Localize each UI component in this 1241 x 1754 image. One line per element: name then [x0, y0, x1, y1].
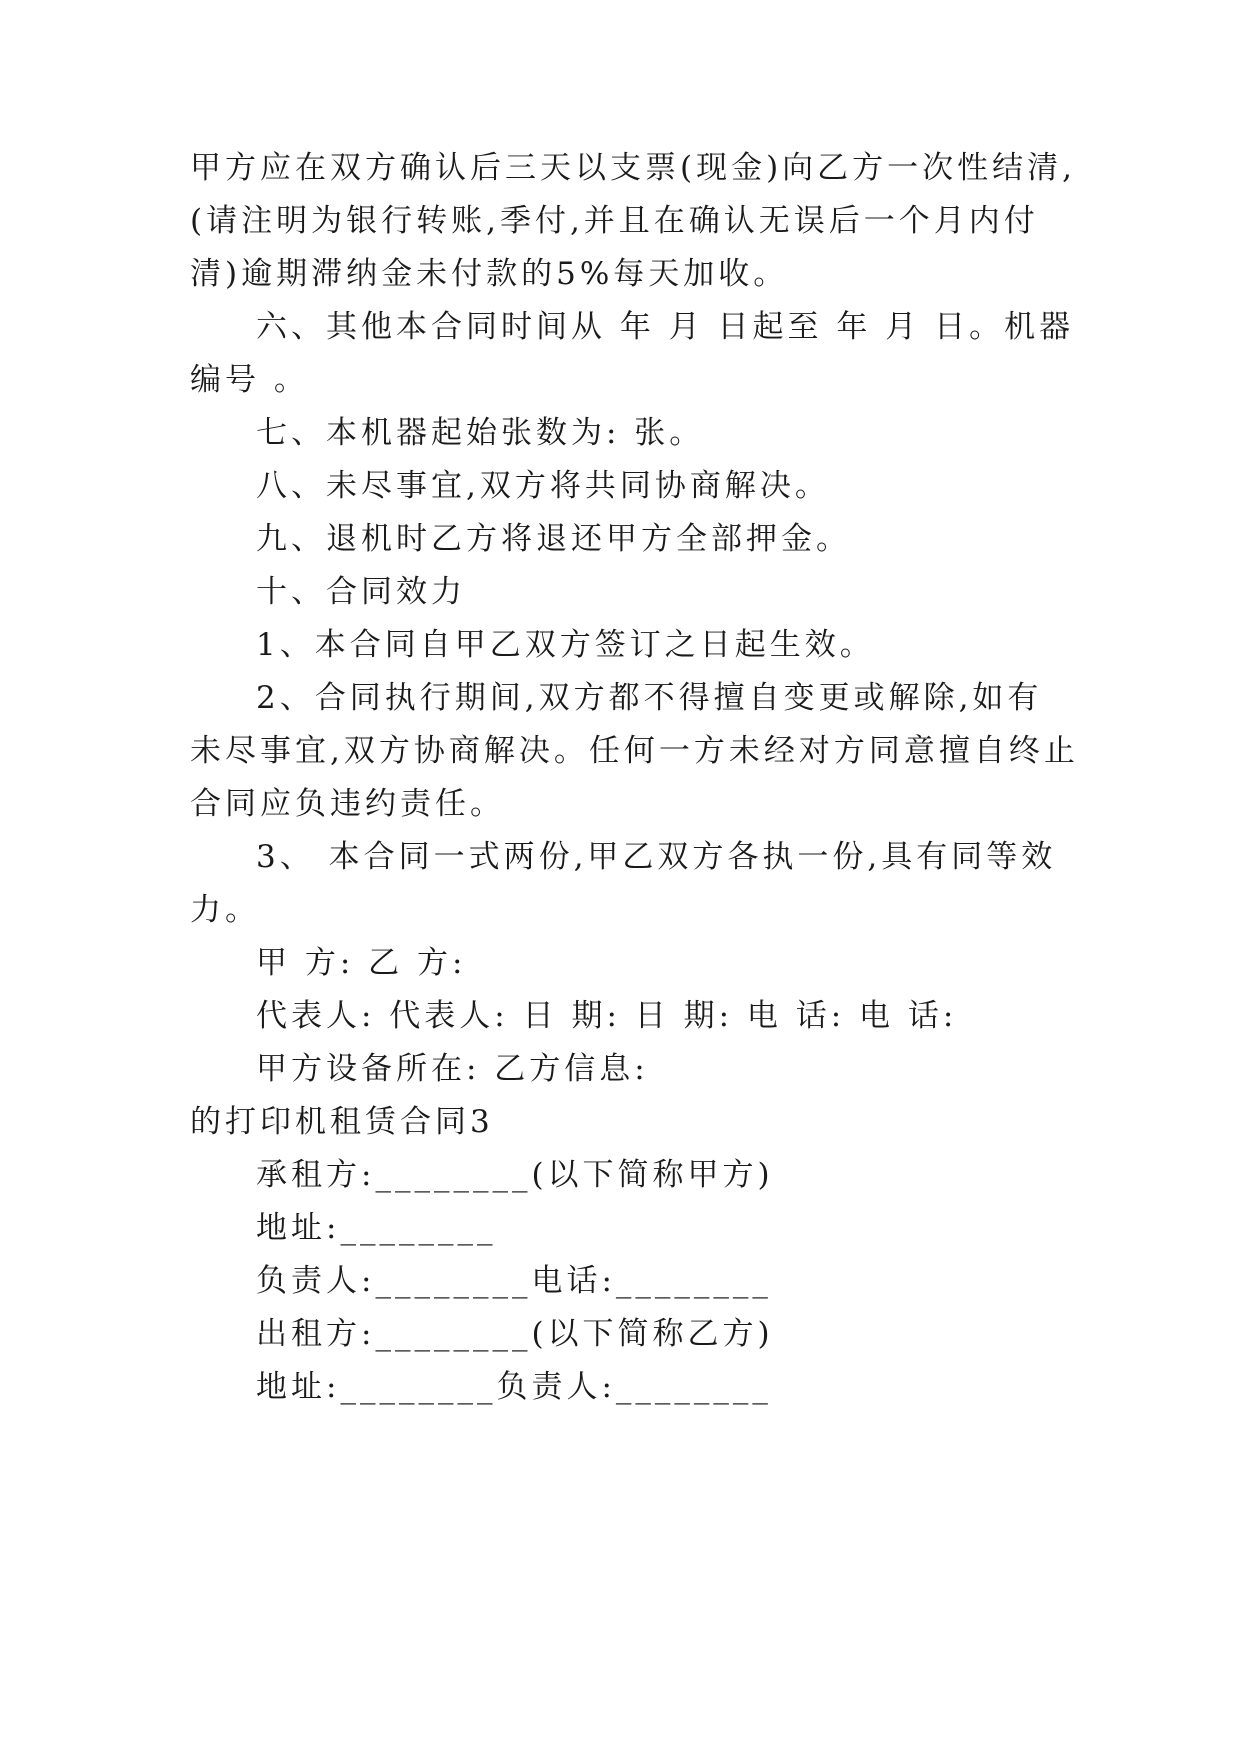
clause-10-item-3-line-2: 力。 [190, 892, 260, 928]
clause-10-item-2-line-2: 未尽事宜,双方协商解决。任何一方未经对方同意擅自终止 [190, 733, 1079, 769]
signature-parties-line: 甲 方: 乙 方: [256, 945, 467, 981]
lessee-line: 承租方:________(以下简称甲方) [256, 1157, 774, 1193]
clause-9: 九、退机时乙方将退还甲方全部押金。 [256, 521, 851, 557]
contract-3-title: 的打印机租赁合同3 [190, 1104, 494, 1140]
clause-10-item-2-line-3: 合同应负违约责任。 [190, 786, 505, 822]
clause-6-line-2: 编号 。 [190, 362, 309, 398]
clause-10-heading: 十、合同效力 [256, 574, 466, 610]
clause-6-line-1: 六、其他本合同时间从 年 月 日起至 年 月 日。机器 [256, 309, 1075, 345]
lessee-address-line: 地址:________ [256, 1210, 497, 1246]
clause-7: 七、本机器起始张数为: 张。 [256, 415, 705, 451]
clause-10-item-2-line-1: 2、合同执行期间,双方都不得擅自变更或解除,如有 [256, 680, 1043, 716]
clause-8: 八、未尽事宜,双方将共同协商解决。 [256, 468, 830, 504]
payment-terms-line-3: 清)逾期滞纳金未付款的5%每天加收。 [190, 256, 789, 292]
lessor-line: 出租方:________(以下简称乙方) [256, 1316, 774, 1352]
clause-10-item-1: 1、本合同自甲乙双方签订之日起生效。 [256, 627, 875, 663]
signature-details-line: 代表人: 代表人: 日 期: 日 期: 电 话: 电 话: [256, 998, 958, 1034]
clause-10-item-3-line-1: 3、 本合同一式两份,甲乙双方各执一份,具有同等效 [256, 839, 1057, 875]
lessee-contact-line: 负责人:________电话:________ [256, 1263, 772, 1299]
payment-terms-line-1: 甲方应在双方确认后三天以支票(现金)向乙方一次性结清, [190, 150, 1077, 186]
equipment-location-line: 甲方设备所在: 乙方信息: [256, 1051, 649, 1087]
payment-terms-line-2: (请注明为银行转账,季付,并且在确认无误后一个月内付 [190, 203, 1039, 239]
lessor-address-line: 地址:________负责人:________ [256, 1369, 772, 1405]
